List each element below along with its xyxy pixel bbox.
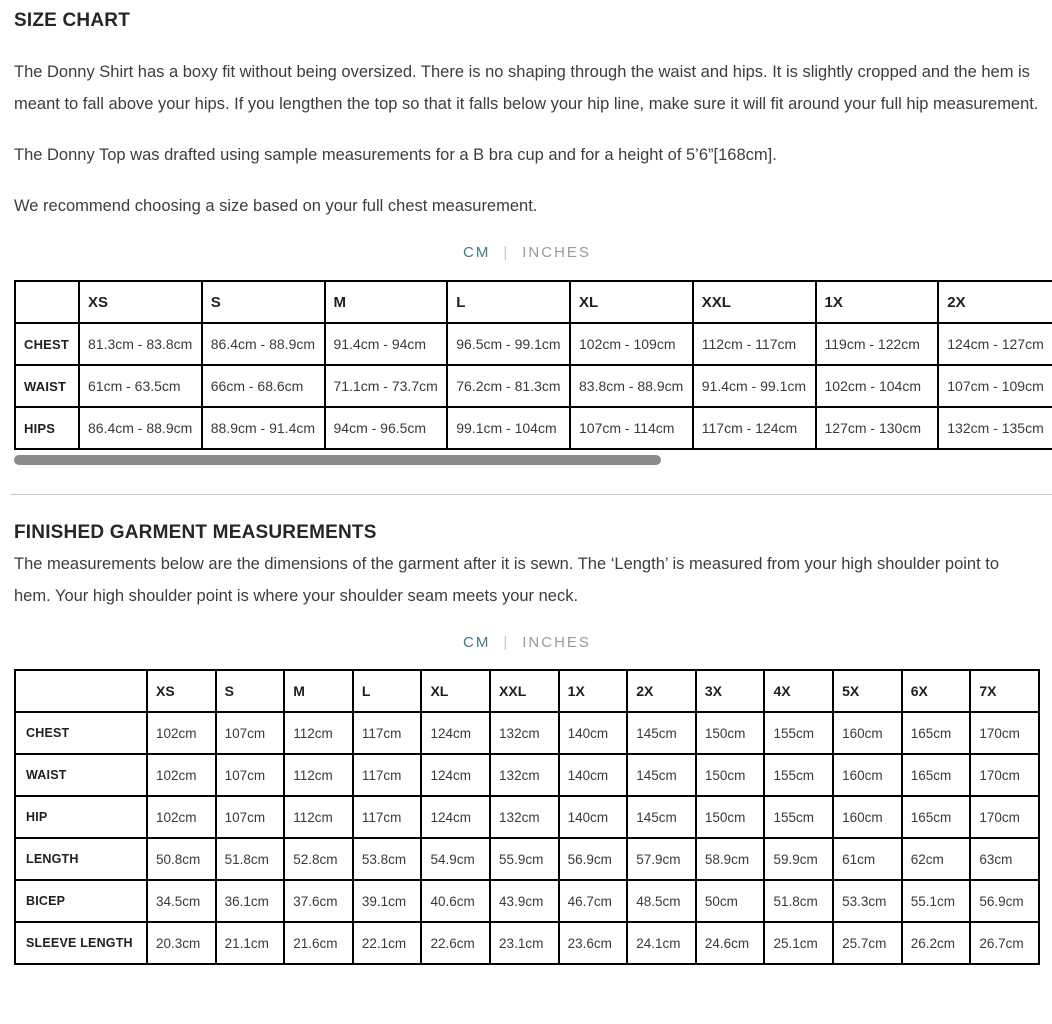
measurement-cell: 83.8cm - 88.9cm	[570, 365, 693, 407]
measurement-cell: 112cm	[284, 712, 353, 754]
measurement-cell: 107cm	[216, 754, 285, 796]
measurement-cell: 23.1cm	[490, 922, 559, 964]
measurement-cell: 107cm	[216, 796, 285, 838]
unit-toggle-finished-table	[14, 631, 1040, 655]
measurement-cell: 71.1cm - 73.7cm	[325, 365, 448, 407]
measurement-cell: 50cm	[696, 880, 765, 922]
measurement-cell: 53.3cm	[833, 880, 902, 922]
measurement-cell: 170cm	[970, 712, 1039, 754]
measurement-cell: 170cm	[970, 796, 1039, 838]
measurement-cell: 145cm	[627, 796, 696, 838]
inches-toggle[interactable]: INCHES	[522, 244, 591, 261]
measurement-cell: 94cm - 96.5cm	[325, 407, 448, 449]
measurement-cell: 86.4cm - 88.9cm	[79, 407, 202, 449]
corner-cell	[15, 670, 147, 712]
measurement-cell: 58.9cm	[696, 838, 765, 880]
measurement-cell: 81.3cm - 83.8cm	[79, 323, 202, 365]
measurement-cell: 52.8cm	[284, 838, 353, 880]
measurement-row-label: HIPS	[15, 407, 79, 449]
measurement-cell: 102cm - 109cm	[570, 323, 693, 365]
measurement-row-label: WAIST	[15, 754, 147, 796]
measurement-cell: 117cm	[353, 796, 422, 838]
size-recommendation-paragraph: We recommend choosing a size based on your full chest measurement.	[14, 197, 538, 215]
measurement-cell: 112cm	[284, 796, 353, 838]
size-column-header: S	[216, 670, 285, 712]
measurement-cell: 50.8cm	[147, 838, 216, 880]
size-column-header: XL	[570, 281, 693, 323]
measurement-cell: 91.4cm - 99.1cm	[693, 365, 816, 407]
size-chart-page	[0, 10, 1052, 996]
measurement-cell: 117cm	[353, 754, 422, 796]
measurement-cell: 23.6cm	[559, 922, 628, 964]
measurement-cell: 96.5cm - 99.1cm	[447, 323, 570, 365]
measurement-cell: 59.9cm	[764, 838, 833, 880]
measurement-cell: 102cm	[147, 754, 216, 796]
measurement-cell: 61cm - 63.5cm	[79, 365, 202, 407]
measurement-cell: 165cm	[902, 754, 971, 796]
measurement-cell: 57.9cm	[627, 838, 696, 880]
section-divider	[10, 494, 1052, 495]
measurement-row	[15, 880, 1039, 922]
measurement-cell: 140cm	[559, 796, 628, 838]
cm-toggle[interactable]: CM	[463, 634, 491, 651]
measurement-cell: 56.9cm	[559, 838, 628, 880]
size-column-header: XS	[79, 281, 202, 323]
measurement-cell: 37.6cm	[284, 880, 353, 922]
measurement-cell: 160cm	[833, 754, 902, 796]
measurement-cell: 150cm	[696, 796, 765, 838]
size-column-header: L	[447, 281, 570, 323]
measurement-cell: 56.9cm	[970, 880, 1039, 922]
measurement-cell: 150cm	[696, 712, 765, 754]
measurement-cell: 25.7cm	[833, 922, 902, 964]
measurement-cell: 86.4cm - 88.9cm	[202, 323, 325, 365]
measurement-row	[15, 323, 1052, 365]
measurement-cell: 145cm	[627, 712, 696, 754]
measurement-cell: 170cm	[970, 754, 1039, 796]
measurement-cell: 127cm - 130cm	[816, 407, 939, 449]
size-header-row	[15, 670, 1039, 712]
measurement-cell: 124cm - 127cm	[938, 323, 1052, 365]
measurement-row-label: CHEST	[15, 712, 147, 754]
measurement-cell: 76.2cm - 81.3cm	[447, 365, 570, 407]
measurement-cell: 107cm	[216, 712, 285, 754]
measurement-cell: 26.7cm	[970, 922, 1039, 964]
measurement-row	[15, 838, 1039, 880]
fit-description-paragraph: The Donny Shirt has a boxy fit without being oversized. There is no shaping through the waist and hips. It is slightly cropped and the hem is meant to fall above your hips. If you lengthen the top so that it falls below your hip line, make sure it will fit around your full hip measurement.	[14, 63, 1039, 113]
measurement-cell: 112cm	[284, 754, 353, 796]
measurement-cell: 51.8cm	[216, 838, 285, 880]
measurement-cell: 132cm	[490, 796, 559, 838]
size-column-header: 3X	[696, 670, 765, 712]
measurement-row-label: SLEEVE LENGTH	[15, 922, 147, 964]
measurement-cell: 155cm	[764, 754, 833, 796]
size-column-header: XS	[147, 670, 216, 712]
finished-garment-heading: FINISHED GARMENT MEASUREMENTS	[14, 522, 377, 543]
measurement-cell: 102cm - 104cm	[816, 365, 939, 407]
size-column-header: 2X	[938, 281, 1052, 323]
measurement-cell: 165cm	[902, 712, 971, 754]
measurement-cell: 39.1cm	[353, 880, 422, 922]
size-column-header: XL	[421, 670, 490, 712]
size-column-header: L	[353, 670, 422, 712]
measurement-cell: 102cm	[147, 712, 216, 754]
measurement-cell: 24.1cm	[627, 922, 696, 964]
draft-sample-paragraph: The Donny Top was drafted using sample measurements for a B bra cup and for a height of 5’6”[168cm].	[14, 146, 777, 164]
measurement-cell: 132cm - 135cm	[938, 407, 1052, 449]
measurement-cell: 25.1cm	[764, 922, 833, 964]
measurement-cell: 66cm - 68.6cm	[202, 365, 325, 407]
measurement-cell: 102cm	[147, 796, 216, 838]
size-column-header: 4X	[764, 670, 833, 712]
measurement-row-label: HIP	[15, 796, 147, 838]
measurement-row-label: LENGTH	[15, 838, 147, 880]
measurement-cell: 132cm	[490, 712, 559, 754]
measurement-cell: 22.6cm	[421, 922, 490, 964]
horizontal-scrollbar-thumb[interactable]	[14, 455, 661, 465]
size-chart-heading: SIZE CHART	[14, 10, 130, 31]
measurement-cell: 117cm	[353, 712, 422, 754]
measurement-cell: 40.6cm	[421, 880, 490, 922]
unit-toggle-divider: |	[503, 244, 510, 261]
measurement-cell: 48.5cm	[627, 880, 696, 922]
measurement-cell: 160cm	[833, 796, 902, 838]
measurement-cell: 155cm	[764, 796, 833, 838]
finished-garment-paragraph: The measurements below are the dimensions of the garment after it is sewn. The ‘Length’ is measured from your high shoulder point to hem. Your high shoulder point is where your shoulder seam meets your neck.	[14, 555, 1000, 605]
measurement-cell: 160cm	[833, 712, 902, 754]
measurement-cell: 119cm - 122cm	[816, 323, 939, 365]
measurement-row	[15, 754, 1039, 796]
measurement-cell: 99.1cm - 104cm	[447, 407, 570, 449]
measurement-cell: 145cm	[627, 754, 696, 796]
size-column-header: S	[202, 281, 325, 323]
measurement-row	[15, 796, 1039, 838]
measurement-cell: 62cm	[902, 838, 971, 880]
measurement-cell: 55.1cm	[902, 880, 971, 922]
measurement-cell: 112cm - 117cm	[693, 323, 816, 365]
measurement-cell: 21.1cm	[216, 922, 285, 964]
measurement-cell: 91.4cm - 94cm	[325, 323, 448, 365]
measurement-cell: 88.9cm - 91.4cm	[202, 407, 325, 449]
measurement-cell: 21.6cm	[284, 922, 353, 964]
measurement-cell: 132cm	[490, 754, 559, 796]
measurement-cell: 124cm	[421, 754, 490, 796]
measurement-cell: 34.5cm	[147, 880, 216, 922]
measurement-cell: 124cm	[421, 796, 490, 838]
inches-toggle[interactable]: INCHES	[522, 634, 591, 651]
measurement-cell: 165cm	[902, 796, 971, 838]
size-column-header: 5X	[833, 670, 902, 712]
measurement-cell: 26.2cm	[902, 922, 971, 964]
body-measurements-table	[14, 280, 1052, 450]
measurement-cell: 36.1cm	[216, 880, 285, 922]
measurement-row	[15, 407, 1052, 449]
measurement-cell: 124cm	[421, 712, 490, 754]
measurement-cell: 117cm - 124cm	[693, 407, 816, 449]
measurement-cell: 53.8cm	[353, 838, 422, 880]
measurement-cell: 43.9cm	[490, 880, 559, 922]
size-header-row	[15, 281, 1052, 323]
unit-toggle-divider: |	[503, 634, 510, 651]
measurement-cell: 61cm	[833, 838, 902, 880]
size-column-header: 7X	[970, 670, 1039, 712]
measurement-cell: 107cm - 114cm	[570, 407, 693, 449]
measurement-cell: 51.8cm	[764, 880, 833, 922]
measurement-cell: 55.9cm	[490, 838, 559, 880]
size-column-header: XXL	[490, 670, 559, 712]
measurement-cell: 140cm	[559, 712, 628, 754]
corner-cell	[15, 281, 79, 323]
size-column-header: M	[325, 281, 448, 323]
finished-garment-table	[14, 669, 1040, 965]
measurement-row	[15, 922, 1039, 964]
measurement-cell: 20.3cm	[147, 922, 216, 964]
measurement-row-label: CHEST	[15, 323, 79, 365]
measurement-cell: 46.7cm	[559, 880, 628, 922]
measurement-cell: 54.9cm	[421, 838, 490, 880]
measurement-cell: 107cm - 109cm	[938, 365, 1052, 407]
measurement-cell: 63cm	[970, 838, 1039, 880]
cm-toggle[interactable]: CM	[463, 244, 491, 261]
size-column-header: 6X	[902, 670, 971, 712]
measurement-row-label: BICEP	[15, 880, 147, 922]
horizontal-scrollbar-track[interactable]	[14, 455, 1040, 465]
measurement-row	[15, 365, 1052, 407]
size-column-header: M	[284, 670, 353, 712]
measurement-row	[15, 712, 1039, 754]
size-column-header: 2X	[627, 670, 696, 712]
measurement-cell: 22.1cm	[353, 922, 422, 964]
measurement-row-label: WAIST	[15, 365, 79, 407]
measurement-cell: 150cm	[696, 754, 765, 796]
unit-toggle-body-table	[14, 241, 1040, 265]
measurement-cell: 140cm	[559, 754, 628, 796]
measurement-cell: 155cm	[764, 712, 833, 754]
size-column-header: XXL	[693, 281, 816, 323]
measurement-cell: 24.6cm	[696, 922, 765, 964]
size-column-header: 1X	[559, 670, 628, 712]
size-column-header: 1X	[816, 281, 939, 323]
body-measurements-table-container[interactable]	[14, 280, 1052, 450]
